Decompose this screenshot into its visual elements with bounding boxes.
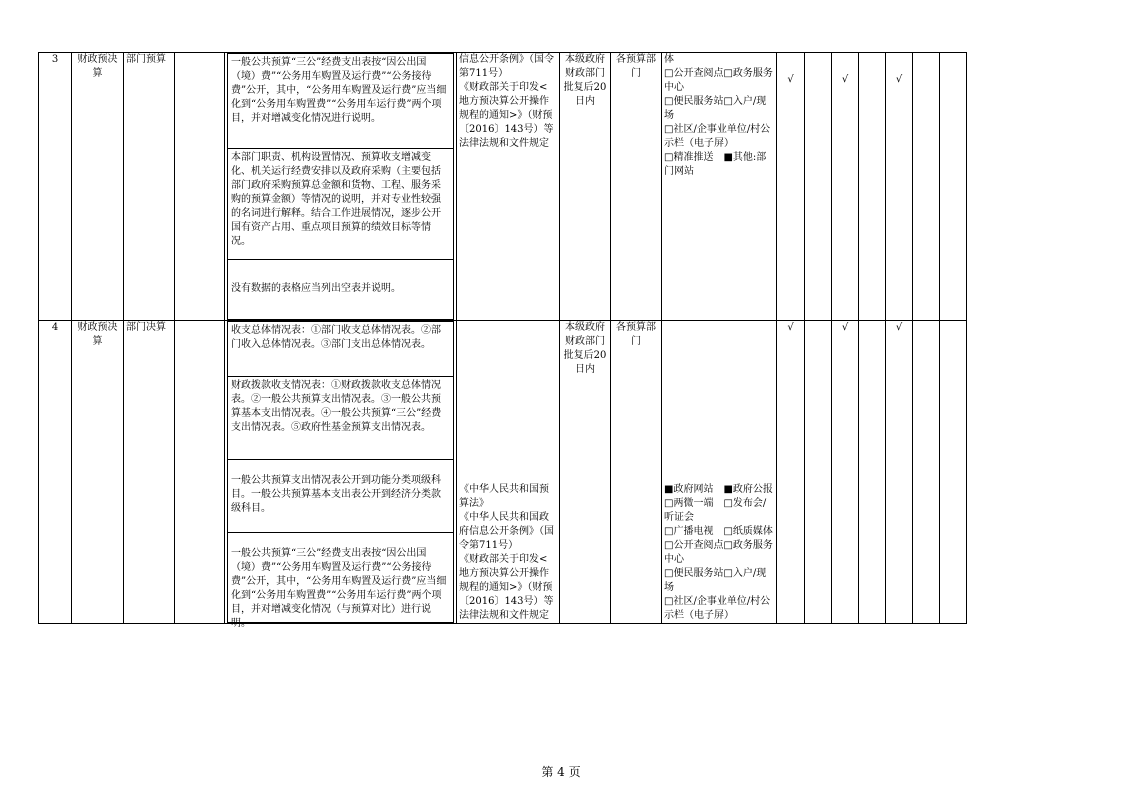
empty-cell (175, 321, 225, 624)
row-number: 4 (39, 321, 72, 624)
empty-cell (940, 53, 967, 321)
basis-cell: 《中华人民共和国预算法》 《中华人民共和国政府信息公开条例》（国令第711号） 《财政部关于印发<地方预决算公开操作规程的通知>》（财预〔2016〕143号）等法律法规和文件规定 (457, 321, 560, 624)
check-mark: √ (886, 321, 913, 624)
table-row (39, 321, 995, 624)
time-limit-cell: 本级政府财政部门批复后20日内 (560, 53, 611, 321)
category-cell: 财政预决算 (72, 321, 124, 624)
basis-cell: 信息公开条例》（国令第711号） 《财政部关于印发<地方预决算公开操作规程的通知>》（财预〔2016〕143号）等法律法规和文件规定 (457, 53, 560, 321)
channels-cell: ■政府网站 ■政府公报 □两微一端 □发布会/听证会 □广播电视 □纸质媒体 □公开查阅点□政务服务中心 □便民服务站□入户/现场 □社区/企事业单位/村公示栏（电子屏） (662, 321, 777, 624)
content-block (227, 260, 454, 320)
contents-cell (225, 53, 457, 321)
content-block: 一般公共预算“三公”经费支出表按“因公出国（境）费”“公务用车购置及运行费”“公务接待费”公开，其中，“公务用车购置及运行费”应当细化到“公务用车购置费”“公务用车运行费”两个项目，并对增减变化情况进行说明。 (227, 53, 454, 149)
contents-cell (225, 321, 457, 629)
channels-cell: 体 □公开查阅点□政务服务中心 □便民服务站□入户/现场 □社区/企事业单位/村公示栏（电子屏） □精准推送 ■其他:部门网站 (662, 53, 777, 321)
empty-cell (913, 53, 940, 321)
content-text: 没有数据的表格应当列出空表并说明。 (231, 282, 401, 294)
empty-cell (175, 53, 225, 321)
check-mark: √ (777, 321, 805, 624)
empty-cell (859, 321, 886, 624)
empty-cell (940, 321, 967, 624)
check-mark: √ (832, 321, 859, 624)
time-limit-cell: 本级政府财政部门批复后20日内 (560, 321, 611, 624)
content-block: 一般公共预算支出情况表公开到功能分类项级科目。一般公共预算基本支出表公开到经济分类款级科目。 (227, 460, 454, 533)
empty-cell (859, 53, 886, 321)
empty-cell (913, 321, 940, 624)
check-mark: √ (886, 53, 913, 321)
check-mark: √ (777, 53, 805, 321)
content-block: 一般公共预算“三公”经费支出表按“因公出国（境）费”“公务用车购置及运行费”“公务接待费”公开，其中，“公务用车购置及运行费”应当细化到“公务用车购置费”“公务用车运行费”两个项目，并对增减变化情况（与预算对比）进行说明。 (227, 533, 454, 623)
empty-cell (805, 53, 832, 321)
row-number: 3 (39, 53, 72, 321)
subject-cell: 各预算部门 (611, 53, 662, 321)
subject-cell: 各预算部门 (611, 321, 662, 624)
disclosure-table (38, 52, 995, 629)
page-number: 第 4 页 (541, 765, 581, 779)
table-row (39, 53, 995, 321)
content-block: 收支总体情况表：①部门收支总体情况表。②部门收入总体情况表。③部门支出总体情况表。 (227, 321, 454, 377)
check-mark: √ (832, 53, 859, 321)
category-cell: 财政预决算 (72, 53, 124, 321)
content-block: 财政拨款收支情况表：①财政拨款收支总体情况表。②一般公共预算支出情况表。③一般公共预算基本支出情况表。④一般公共预算“三公”经费支出情况表。⑤政府性基金预算支出情况表。 (227, 377, 454, 460)
item-cell: 部门决算 (124, 321, 175, 624)
item-cell: 部门预算 (124, 53, 175, 321)
content-block: 本部门职责、机构设置情况、预算收支增减变化、机关运行经费安排以及政府采购（主要包括部门政府采购预算总金额和货物、工程、服务采购的预算金额）等情况的说明，并对专业性较强的名词进行解释。结合工作进展情况，逐步公开国有资产占用、重点项目预算的绩效目标等情况。 (227, 149, 454, 260)
empty-cell (805, 321, 832, 624)
